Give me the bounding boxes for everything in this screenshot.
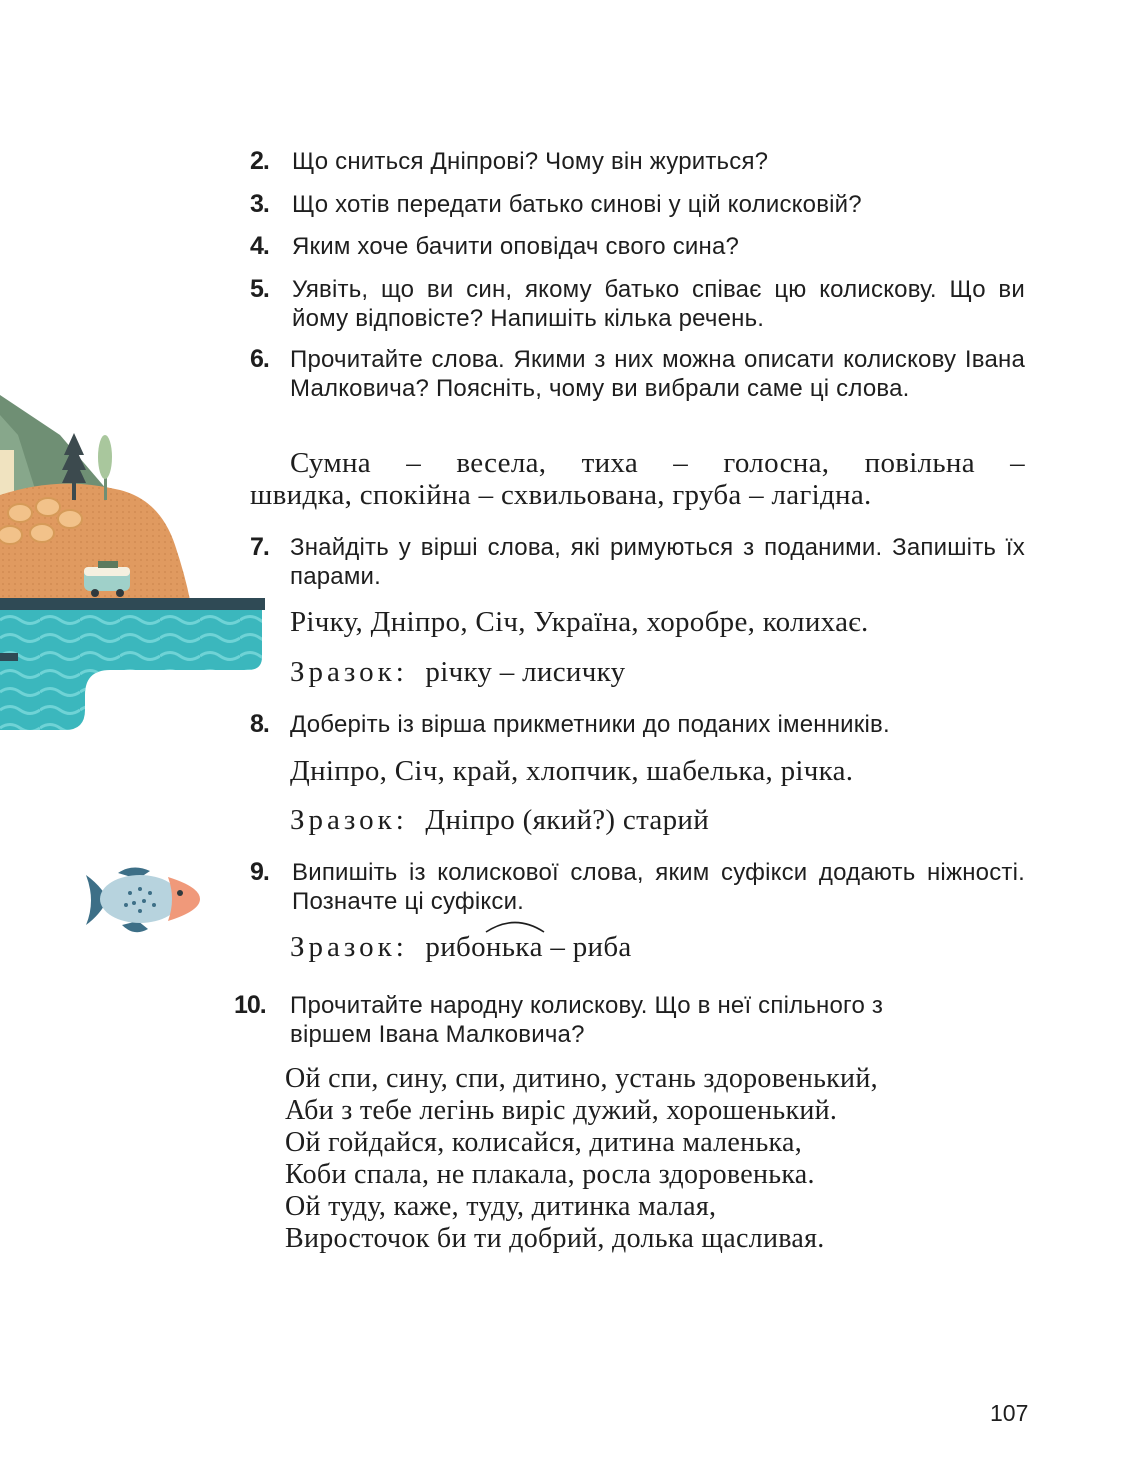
question-10 — [234, 991, 1024, 1049]
sample-text: річку – лисичку — [425, 656, 626, 688]
sample-word — [425, 931, 631, 963]
question-number: 2. — [250, 147, 269, 175]
question-8 — [250, 710, 1025, 739]
question-2 — [250, 147, 1025, 176]
question-7 — [250, 533, 1025, 591]
question-text: Прочитайте слова. Якими з них можна описати колискову Івана Малковича? Поясніть, чому ви вибрали саме ці слова. — [290, 346, 1025, 402]
question-number: 9. — [250, 858, 269, 886]
q9-sample — [290, 931, 632, 963]
question-text: Яким хоче бачити оповідач свого сина? — [292, 233, 740, 260]
poem-line: Ой туду, каже, туду, дитинка малая, — [285, 1191, 717, 1222]
question-text: Уявіть, що ви син, якому батько співає цю колискову. Що ви йому відповісте? Напишіть кілька речень. — [292, 276, 1025, 332]
q7-sample — [290, 656, 625, 688]
q6-words-line1: Сумна – весела, тиха – голосна, повільна – — [290, 447, 1025, 479]
question-9 — [250, 858, 1025, 916]
question-number: 4. — [250, 232, 269, 260]
q8-sample — [290, 804, 709, 836]
suffix-text: ньк — [485, 931, 530, 963]
question-number: 6. — [250, 345, 269, 373]
question-4 — [250, 232, 1025, 261]
question-text: Що сниться Дніпрові? Чому він журиться? — [292, 148, 769, 175]
q6-words-line2: швидка, спокійна – схвильована, груба – лагідна. — [250, 479, 872, 511]
question-5 — [250, 275, 1025, 333]
question-number: 7. — [250, 533, 269, 561]
suffix-mark — [486, 931, 530, 963]
q7-words: Річку, Дніпро, Січ, Україна, хоробре, колихає. — [290, 606, 869, 638]
page-number: 107 — [990, 1400, 1029, 1426]
sample-label: Зразок: — [290, 804, 408, 836]
question-3 — [250, 190, 1025, 219]
question-number: 10. — [234, 991, 266, 1019]
question-text: Що хотів передати батько синові у цій колисковій? — [292, 191, 862, 218]
poem-line: Аби з тебе легінь виріс дужий, хорошенький. — [285, 1095, 838, 1126]
sample-label: Зразок: — [290, 656, 408, 688]
question-number: 3. — [250, 190, 269, 218]
island-illustration — [0, 395, 270, 735]
sample-text: Дніпро (який?) старий — [425, 804, 710, 836]
question-text: Випишіть із колискової слова, яким суфікси додають ніжності. Позначте ці суфікси. — [292, 859, 1025, 915]
folk-lullaby — [285, 1063, 878, 1255]
poem-line: Ой гойдайся, колисайся, дитина маленька, — [285, 1127, 803, 1158]
question-text: Знайдіть у вірші слова, які римуються з поданими. Запишіть їх парами. — [290, 534, 1025, 590]
fish-icon — [78, 863, 203, 938]
sample-text: – риба — [542, 931, 632, 963]
question-6 — [250, 345, 1025, 403]
suffix-arc-icon — [484, 919, 546, 933]
poem-line: Виросточок би ти добрий, долька щасливая. — [285, 1223, 825, 1254]
question-text: Прочитайте народну колискову. Що в неї спільного з віршем Івана Малковича? — [290, 992, 884, 1048]
question-number: 5. — [250, 275, 269, 303]
sample-label: Зразок: — [290, 931, 408, 963]
word-part: а — [529, 931, 543, 963]
question-text: Доберіть із вірша прикметники до поданих іменників. — [290, 711, 890, 738]
q8-words: Дніпро, Січ, край, хлопчик, шабелька, річка. — [290, 755, 854, 787]
poem-line: Ой спи, сину, спи, дитино, устань здоровенький, — [285, 1063, 878, 1094]
word-part: рибо — [425, 931, 486, 963]
question-number: 8. — [250, 710, 269, 738]
poem-line: Коби спала, не плакала, росла здоровенька. — [285, 1159, 815, 1190]
